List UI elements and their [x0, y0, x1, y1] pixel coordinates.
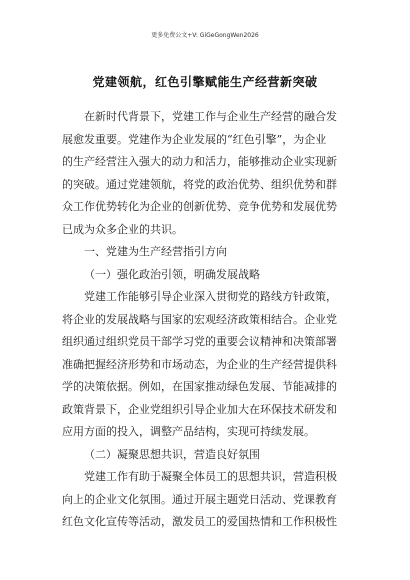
- paragraph-line: 在新时代背景下，党建工作与企业生产经营的融合发: [84, 110, 337, 123]
- paragraph-line: 政策背景下，企业党组织引导企业加大在环保技术研发和: [62, 402, 337, 416]
- paragraph-line: 将企业的发展战略与国家的宏观经济政策相结合。企业党: [62, 312, 337, 326]
- paragraph-line: 应用方面的投入，调整产品结构，实现可持续发展。: [62, 425, 315, 438]
- paragraph-line: 的生产经营注入强大的动力和活力，能够推动企业实现新: [62, 155, 337, 168]
- subsection-heading: （二）凝聚思想共识，营造良好氛围: [84, 447, 260, 461]
- subsection-heading: （一）强化政治引领，明确发展战略: [84, 267, 260, 281]
- paragraph-line: 准确把握经济形势和市场动态，为企业的生产经营提供科: [62, 357, 337, 371]
- paragraph-line: 组织通过组织党员干部学习党的重要会议精神和决策部署: [62, 335, 337, 348]
- section-heading: 一、党建为生产经营指引方向: [84, 245, 227, 258]
- paragraph-line: 向上的企业文化氛围。通过开展主题党日活动、党课教育: [62, 492, 337, 506]
- paragraph-line: 学的决策依据。例如，在国家推动绿色发展、节能减排的: [62, 380, 337, 393]
- paragraph-line: 党建工作有助于凝聚全体员工的思想共识，营造积极: [84, 470, 337, 483]
- document-title: 党建领航，红色引擎赋能生产经营新突破: [92, 75, 318, 89]
- paragraph-line: 已成为众多企业的共识。: [62, 222, 183, 236]
- document-body: [62, 106, 354, 534]
- paragraph-line: 党建工作能够引导企业深入贯彻党的路线方针政策，: [84, 290, 337, 303]
- paragraph-line: 众工作优势转化为企业的创新优势、竞争优势和发展优势: [62, 200, 337, 213]
- paragraph-line: 展愈发重要。党建作为企业发展的“红色引擎”，为企业: [62, 132, 327, 146]
- paragraph-line: 红色文化宣传等活动，激发员工的爱国热情和工作积极性: [62, 515, 337, 528]
- paragraph-line: 的突破。通过党建领航，将党的政治优势、组织优势和群: [62, 177, 337, 191]
- header-note: 更多免费公文+V: GiGeGongWen2026: [151, 32, 259, 39]
